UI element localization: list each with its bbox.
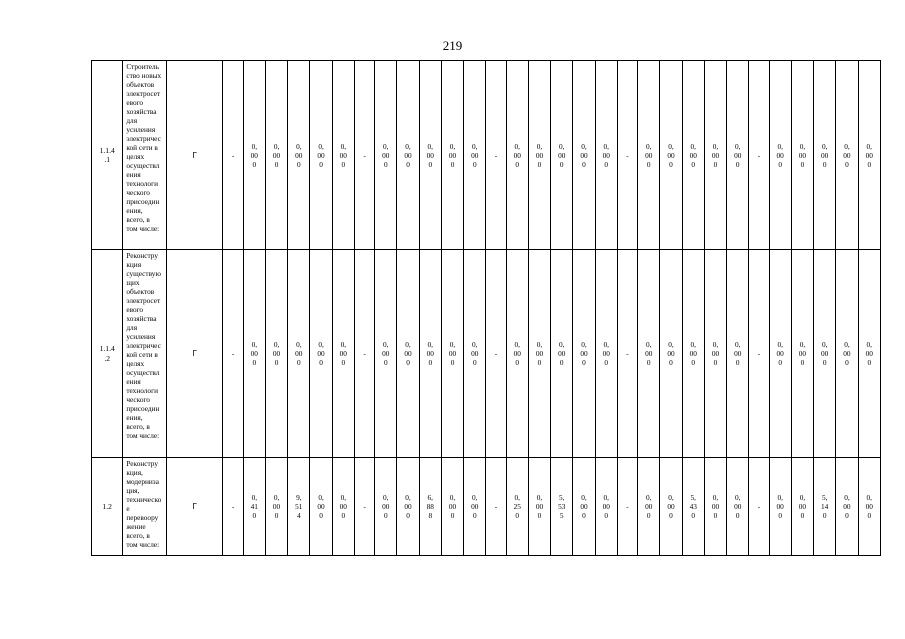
value-cell-text: 0, 00 0 [776, 340, 784, 367]
value-cell [573, 250, 595, 458]
value-cell-text: 0, 00 0 [667, 141, 675, 169]
value-cell-text: 0, 00 0 [272, 340, 281, 367]
value-cell [836, 250, 858, 458]
value-cell-text: 0, 00 0 [711, 141, 720, 169]
row-name-cell [123, 458, 166, 556]
value-cell [791, 458, 813, 556]
value-cell [332, 458, 354, 556]
value-cell [375, 458, 397, 556]
value-cell-text: - [494, 150, 498, 160]
value-cell-text: 0, 00 0 [382, 340, 390, 367]
value-cell [506, 458, 528, 556]
value-cell-text: 0, 00 0 [448, 340, 457, 367]
value-cell-text: 5, 14 0 [821, 493, 829, 520]
value-cell-text: 0, 00 0 [776, 493, 784, 520]
value-cell-text: 0, 00 0 [580, 493, 588, 520]
value-cell-text: 6, 88 8 [426, 493, 434, 520]
value-cell [551, 250, 573, 458]
value-cell-text: 0, 00 0 [689, 340, 697, 367]
value-cell-text: 0, 00 0 [272, 141, 281, 169]
row-code-cell-text: 1.1.4 .2 [99, 344, 115, 363]
value-cell [464, 458, 486, 556]
value-cell-text: 0, 41 0 [250, 493, 258, 520]
value-cell [288, 458, 310, 556]
row-code-cell [92, 61, 123, 250]
value-cell [791, 61, 813, 250]
value-cell-text: 0, 00 0 [535, 141, 544, 169]
value-cell [749, 250, 769, 458]
value-cell [749, 61, 769, 250]
value-cell [836, 61, 858, 250]
table-row [92, 458, 881, 556]
value-cell-text: 0, 00 0 [448, 141, 457, 169]
value-cell-text: 0, 00 0 [471, 340, 479, 367]
value-cell [441, 250, 463, 458]
value-cell-text: - [626, 502, 629, 511]
value-cell-text: 0, 00 0 [865, 340, 873, 367]
value-cell-text: - [626, 150, 629, 160]
value-cell [638, 61, 660, 250]
value-cell [397, 458, 419, 556]
value-cell [506, 61, 528, 250]
value-cell [617, 61, 637, 250]
value-cell-text: 0, 00 0 [667, 340, 675, 367]
value-cell [419, 250, 441, 458]
value-cell-text: 0, 00 0 [317, 493, 325, 520]
value-cell [704, 250, 726, 458]
row-code-cell-text: 1.1.4 .1 [99, 145, 115, 164]
row-name-cell-text: Реконстру кция, модерниза ция, техническо е перевоору жение всего, в том числе: [126, 459, 162, 549]
value-cell-text: 0, 00 0 [821, 141, 829, 169]
value-cell-text: 0, 00 0 [426, 141, 434, 169]
value-cell [660, 61, 682, 250]
value-cell-text: 0, 00 0 [250, 340, 258, 367]
value-cell [397, 61, 419, 250]
value-cell [223, 458, 243, 556]
value-cell-text: 0, 00 0 [645, 493, 653, 520]
value-cell [375, 61, 397, 250]
value-cell-text: - [363, 349, 366, 358]
row-code-cell [92, 458, 123, 556]
value-cell-text: 5, 43 0 [689, 493, 697, 520]
value-cell [288, 250, 310, 458]
value-cell-text: 0, 00 0 [448, 493, 457, 520]
table-row [92, 61, 881, 250]
value-cell-text: 0, 00 0 [798, 340, 807, 367]
value-cell [858, 61, 880, 250]
value-cell [682, 250, 704, 458]
value-cell-text: 0, 00 0 [580, 340, 588, 367]
value-cell-text: 0, 00 0 [295, 340, 303, 367]
value-cell [638, 250, 660, 458]
value-cell [573, 61, 595, 250]
value-cell-text: 0, 00 0 [734, 340, 742, 367]
value-cell [486, 61, 506, 250]
value-cell [265, 61, 287, 250]
value-cell [551, 458, 573, 556]
value-cell-text: 0, 00 0 [250, 141, 258, 169]
row-unit-cell [166, 61, 223, 250]
row-name-cell [123, 250, 166, 458]
value-cell [727, 458, 749, 556]
value-cell-text: - [757, 502, 761, 511]
row-unit-cell [166, 458, 223, 556]
value-cell [310, 61, 332, 250]
value-cell [243, 458, 265, 556]
value-cell-text: 0, 00 0 [513, 340, 521, 367]
value-cell-text: 0, 00 0 [404, 340, 412, 367]
value-cell [660, 250, 682, 458]
value-cell-text: 0, 00 0 [602, 493, 610, 520]
value-cell-text: 0, 00 0 [317, 141, 325, 169]
value-cell-text: 0, 00 0 [382, 141, 390, 169]
value-cell-text: 0, 00 0 [535, 340, 544, 367]
value-cell-text: 0, 00 0 [404, 141, 412, 169]
value-cell-text: 0, 00 0 [535, 493, 544, 520]
value-cell-text: 5, 53 5 [558, 493, 566, 520]
value-cell [441, 61, 463, 250]
value-cell [397, 250, 419, 458]
investment-table [91, 60, 881, 556]
value-cell-text: 0, 00 0 [734, 493, 742, 520]
value-cell-text: 0, 00 0 [645, 340, 653, 367]
value-cell [617, 458, 637, 556]
row-name-cell [123, 61, 166, 250]
value-cell-text: - [231, 150, 235, 160]
value-cell-text: 0, 00 0 [382, 493, 390, 520]
value-cell [814, 458, 836, 556]
value-cell-text: 0, 00 0 [734, 141, 742, 169]
value-cell [528, 250, 550, 458]
value-cell-text: 0, 00 0 [689, 141, 697, 169]
value-cell [704, 458, 726, 556]
row-name-cell-text: Реконстру кция существую щих объектов электросет евого хозяйства для усиления электричес кой сети в целях осуществл ения технологи ческого присоедин ения, всего, в том числе: [126, 251, 161, 440]
value-cell [858, 250, 880, 458]
value-cell [223, 250, 243, 458]
value-cell [486, 458, 506, 556]
value-cell [836, 458, 858, 556]
value-cell [660, 458, 682, 556]
value-cell [704, 61, 726, 250]
value-cell-text: 0, 00 0 [272, 493, 281, 520]
row-unit-cell-text: Г [192, 349, 197, 358]
value-cell-text: 0, 00 0 [843, 493, 851, 520]
value-cell [354, 61, 374, 250]
value-cell [727, 61, 749, 250]
value-cell [682, 458, 704, 556]
value-cell-text: 0, 00 0 [645, 141, 653, 169]
value-cell-text: - [626, 349, 629, 358]
value-cell [551, 61, 573, 250]
value-cell [595, 458, 617, 556]
row-code-cell [92, 250, 123, 458]
value-cell [638, 458, 660, 556]
value-cell-text: 0, 00 0 [865, 141, 873, 169]
page-number: 219 [442, 38, 463, 53]
row-unit-cell [166, 250, 223, 458]
row-code-cell-text: 1.2 [102, 501, 112, 511]
value-cell-text: 0, 00 0 [426, 340, 434, 367]
value-cell-text: 0, 00 0 [339, 340, 347, 367]
value-cell [617, 250, 637, 458]
value-cell-text: 0, 00 0 [339, 493, 347, 520]
row-unit-cell-text: Г [192, 150, 197, 160]
value-cell-text: 0, 00 0 [667, 493, 675, 520]
value-cell-text: 0, 00 0 [295, 141, 303, 169]
value-cell [441, 458, 463, 556]
value-cell [486, 250, 506, 458]
value-cell-text: 0, 00 0 [404, 493, 412, 520]
value-cell [791, 250, 813, 458]
value-cell [419, 61, 441, 250]
value-cell-text: - [757, 150, 761, 160]
value-cell [223, 61, 243, 250]
value-cell-text: 0, 00 0 [602, 340, 610, 367]
value-cell-text: - [363, 502, 366, 511]
row-unit-cell-text: Г [192, 502, 197, 511]
value-cell [419, 458, 441, 556]
value-cell-text: 0, 00 0 [843, 340, 851, 367]
value-cell [814, 61, 836, 250]
value-cell [769, 250, 791, 458]
value-cell-text: 0, 00 0 [843, 141, 851, 169]
value-cell [858, 458, 880, 556]
value-cell [727, 250, 749, 458]
value-cell [354, 458, 374, 556]
value-cell-text: - [231, 502, 235, 511]
value-cell-text: - [231, 349, 235, 358]
value-cell-text: 0, 00 0 [317, 340, 325, 367]
value-cell [243, 61, 265, 250]
value-cell-text: 0, 00 0 [558, 141, 566, 169]
value-cell [769, 458, 791, 556]
value-cell [310, 250, 332, 458]
value-cell [528, 61, 550, 250]
value-cell-text: 0, 00 0 [513, 141, 521, 169]
value-cell [595, 250, 617, 458]
value-cell [506, 250, 528, 458]
value-cell [310, 458, 332, 556]
value-cell [595, 61, 617, 250]
value-cell [528, 458, 550, 556]
value-cell-text: 0, 00 0 [821, 340, 829, 367]
value-cell-text: 0, 00 0 [711, 340, 720, 367]
table-row [92, 250, 881, 458]
value-cell [749, 458, 769, 556]
value-cell-text: - [757, 349, 761, 358]
value-cell-text: 0, 00 0 [711, 493, 720, 520]
value-cell [464, 61, 486, 250]
value-cell-text: - [363, 150, 366, 160]
value-cell-text: - [494, 349, 498, 358]
value-cell-text: 0, 00 0 [776, 141, 784, 169]
value-cell-text: 0, 00 0 [602, 141, 610, 169]
value-cell-text: 0, 00 0 [798, 141, 807, 169]
value-cell-text: 0, 00 0 [798, 493, 807, 520]
value-cell [265, 250, 287, 458]
value-cell-text: 0, 00 0 [558, 340, 566, 367]
value-cell [288, 61, 310, 250]
value-cell-text: - [494, 502, 498, 511]
value-cell-text: 0, 00 0 [865, 493, 873, 520]
value-cell [464, 250, 486, 458]
value-cell-text: 0, 00 0 [580, 141, 588, 169]
value-cell-text: 9, 51 4 [295, 493, 303, 520]
value-cell [354, 250, 374, 458]
value-cell [375, 250, 397, 458]
value-cell [769, 61, 791, 250]
value-cell [332, 250, 354, 458]
value-cell-text: 0, 00 0 [339, 141, 347, 169]
value-cell-text: 0, 25 0 [513, 493, 521, 520]
value-cell [814, 250, 836, 458]
value-cell [682, 61, 704, 250]
value-cell-text: 0, 00 0 [471, 141, 479, 169]
value-cell [243, 250, 265, 458]
row-name-cell-text: Строитель ство новых объектов электросет евого хозяйства для усиления электричес кой сети в целях осуществл ения технологи ческого присоедин ения, всего, в том числе: [126, 62, 162, 233]
value-cell [265, 458, 287, 556]
value-cell [573, 458, 595, 556]
value-cell [332, 61, 354, 250]
value-cell-text: 0, 00 0 [471, 493, 479, 520]
